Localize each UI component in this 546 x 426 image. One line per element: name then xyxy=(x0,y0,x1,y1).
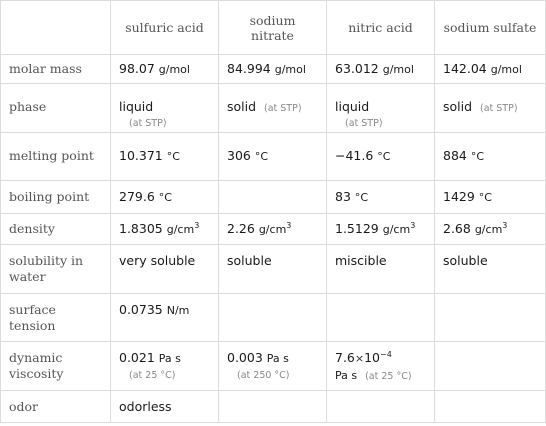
header-sodium-sulfate: sodium sulfate xyxy=(435,1,546,55)
header-row xyxy=(1,1,546,55)
boiling-point-sodium-sulfate: 1429 °C xyxy=(435,181,546,214)
row-odor xyxy=(1,391,546,423)
melting-point-sodium-nitrate: 306 °C xyxy=(219,133,327,181)
molar-mass-sodium-nitrate: 84.994 g/mol xyxy=(219,55,327,84)
surface-tension-sodium-sulfate xyxy=(435,294,546,342)
viscosity-sodium-nitrate: 0.003 Pa s (at 250 °C) xyxy=(219,342,327,391)
row-solubility xyxy=(1,245,546,294)
row-label-density: density xyxy=(1,214,111,245)
odor-sodium-sulfate xyxy=(435,391,546,423)
row-phase xyxy=(1,84,546,133)
phase-nitric-acid: liquid (at STP) xyxy=(327,84,435,133)
surface-tension-sulfuric-acid: 0.0735 N/m xyxy=(111,294,219,342)
row-label-melting-point: melting point xyxy=(1,133,111,181)
solubility-nitric-acid: miscible xyxy=(327,245,435,294)
boiling-point-nitric-acid: 83 °C xyxy=(327,181,435,214)
row-label-boiling-point: boiling point xyxy=(1,181,111,214)
row-label-odor: odor xyxy=(1,391,111,423)
row-label-phase: phase xyxy=(1,84,111,133)
header-sulfuric-acid: sulfuric acid xyxy=(111,1,219,55)
odor-sodium-nitrate xyxy=(219,391,327,423)
density-nitric-acid: 1.5129 $g/cm^3$ xyxy=(327,214,435,245)
molar-mass-nitric-acid: 63.012 g/mol xyxy=(327,55,435,84)
solubility-sulfuric-acid: very soluble xyxy=(111,245,219,294)
row-surface-tension xyxy=(1,294,546,342)
melting-point-sodium-sulfate: 884 °C xyxy=(435,133,546,181)
molar-mass-sodium-sulfate: 142.04 g/mol xyxy=(435,55,546,84)
header-nitric-acid: nitric acid xyxy=(327,1,435,55)
viscosity-nitric-acid: $7.6\times 10^{-4}$ Pa s (at 25 °C) xyxy=(327,342,435,391)
melting-point-sulfuric-acid: 10.371 °C xyxy=(111,133,219,181)
molar-mass-sulfuric-acid: 98.07 g/mol xyxy=(111,55,219,84)
viscosity-sulfuric-acid: 0.021 Pa s (at 25 °C) xyxy=(111,342,219,391)
row-dynamic-viscosity xyxy=(1,342,546,391)
solubility-sodium-nitrate: soluble xyxy=(219,245,327,294)
boiling-point-sulfuric-acid: 279.6 °C xyxy=(111,181,219,214)
density-sulfuric-acid: 1.8305 $g/cm^3$ xyxy=(111,214,219,245)
header-corner xyxy=(1,1,111,55)
row-boiling-point xyxy=(1,181,546,214)
phase-sodium-sulfate: solid (at STP) xyxy=(435,84,546,133)
row-density xyxy=(1,214,546,245)
density-sodium-nitrate: 2.26 $g/cm^3$ xyxy=(219,214,327,245)
density-sodium-sulfate: 2.68 $g/cm^3$ xyxy=(435,214,546,245)
solubility-sodium-sulfate: soluble xyxy=(435,245,546,294)
row-label-solubility: solubility in water xyxy=(1,245,111,294)
surface-tension-sodium-nitrate xyxy=(219,294,327,342)
phase-sodium-nitrate: solid (at STP) xyxy=(219,84,327,133)
melting-point-nitric-acid: −41.6 °C xyxy=(327,133,435,181)
surface-tension-nitric-acid xyxy=(327,294,435,342)
boiling-point-sodium-nitrate xyxy=(219,181,327,214)
viscosity-sodium-sulfate xyxy=(435,342,546,391)
row-molar-mass xyxy=(1,55,546,84)
row-label-surface-tension: surface tension xyxy=(1,294,111,342)
odor-sulfuric-acid: odorless xyxy=(111,391,219,423)
odor-nitric-acid xyxy=(327,391,435,423)
row-label-molar-mass: molar mass xyxy=(1,55,111,84)
phase-sulfuric-acid: liquid (at STP) xyxy=(111,84,219,133)
header-sodium-nitrate: sodium nitrate xyxy=(219,1,327,55)
row-label-dynamic-viscosity: dynamic viscosity xyxy=(1,342,111,391)
row-melting-point xyxy=(1,133,546,181)
